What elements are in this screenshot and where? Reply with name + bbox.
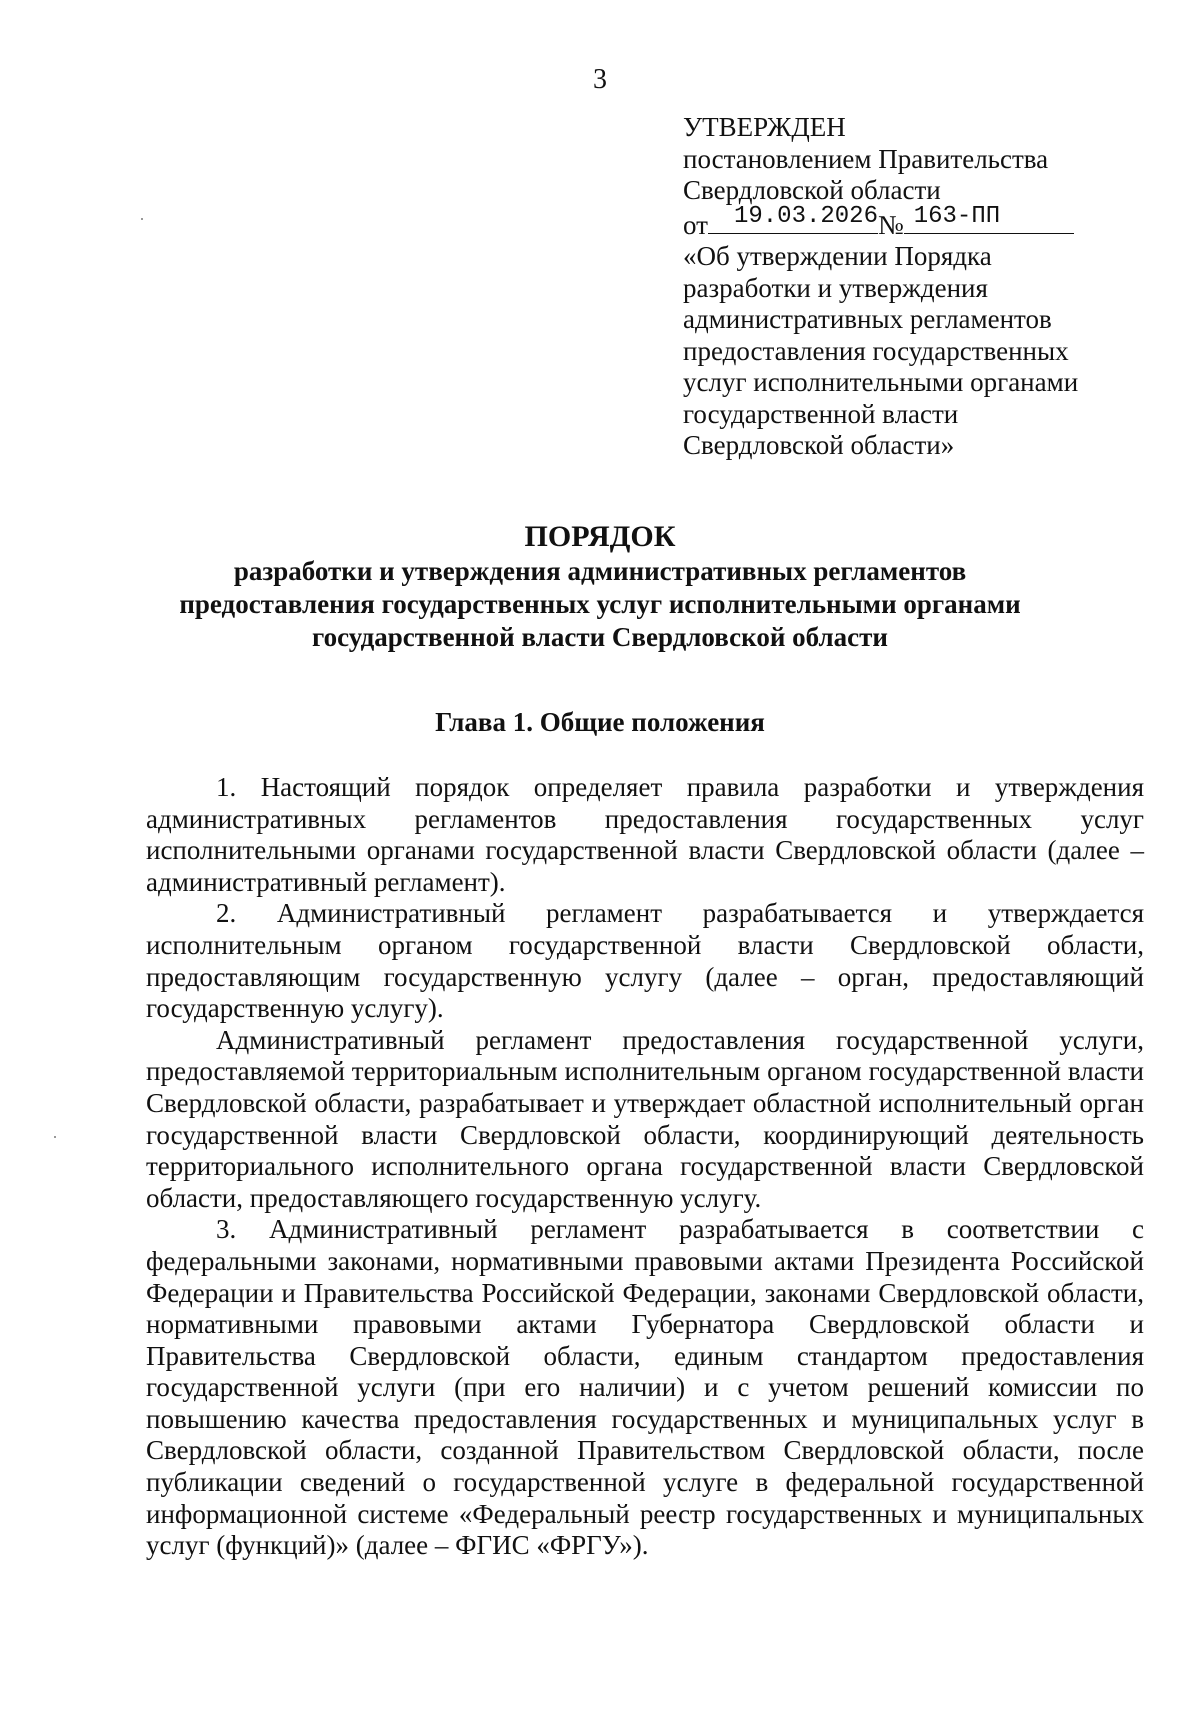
chapter-heading: Глава 1. Общие положения — [435, 707, 765, 737]
approval-subject-line: разработки и утверждения — [683, 272, 988, 303]
document-title-line: разработки и утверждения административных регламентов — [233, 556, 967, 586]
document-body — [146, 772, 1144, 1562]
scan-speck — [141, 218, 143, 220]
approval-subject-line: Свердловской области» — [683, 430, 955, 460]
document-title-line: предоставления государственных услуг исполнительными органами — [179, 589, 1021, 619]
approval-line-1: постановлением Правительства — [683, 143, 1049, 174]
approval-stamp — [683, 112, 1143, 462]
approval-date-line — [683, 203, 1143, 242]
date-value: 19.03.2026 — [733, 203, 878, 230]
approval-subject-line: административных регламентов — [683, 304, 1052, 334]
number-prefix: № — [877, 209, 904, 240]
approval-subject-line: предоставления государственных — [683, 335, 1069, 366]
paragraph-2-continued: Административный регламент предоставления государственной услуги, предоставляемой территориальным исполнительным органом государственной власти Свердловской области, разрабатывает и утверждает областной исполнительный орган государственной власти Свердловской области, координирующий деятельность территориального исполнительного органа государственной власти Свердловской области, предоставляющего государственную услугу. — [146, 1024, 1144, 1213]
approval-subject-line: «Об утверждении Порядка — [683, 241, 992, 271]
number-value: 163-ПП — [913, 203, 1001, 230]
document-title — [0, 520, 1200, 654]
scan-speck — [54, 1136, 56, 1138]
paragraph-3: 3. Административный регламент разрабатывается в соответствии с федеральными законами, нормативными правовыми актами Президента Российской Федерации и Правительства Российской Федерации, законами Свердловской области, нормативными правовыми актами Губернатора Свердловской области и Правительства Свердловской области, единым стандартом предоставления государственной услуги (при его наличии) и с учетом решений комиссии по повышению качества предоставления государственных и муниципальных услуг в Свердловской области, созданной Правительством Свердловской области, после публикации сведений о государственной услуге в федеральной государственной информационной системе «Федеральный реестр государственных и муниципальных услуг (функций)» (далее – ФГИС «ФРГУ»). — [146, 1214, 1144, 1561]
paragraph-2: 2. Административный регламент разрабатывается и утверждается исполнительным органом государственной власти Свердловской области, предоставляющим государственную услугу (далее – орган, предоставляющий государственную услугу). — [146, 898, 1144, 1024]
approval-line-2: Свердловской области — [683, 175, 941, 205]
page-number: 3 — [593, 64, 607, 95]
approval-subject-line: государственной власти — [683, 398, 959, 429]
document-title-main: ПОРЯДОК — [524, 520, 676, 553]
document-title-line: государственной власти Свердловской области — [312, 622, 888, 652]
approval-title: УТВЕРЖДЕН — [683, 112, 846, 142]
number-field — [904, 203, 1074, 234]
date-prefix: от — [683, 209, 708, 240]
paragraph-1: 1. Настоящий порядок определяет правила разработки и утверждения административных регламентов предоставления государственных услуг исполнительными органами государственной власти Свердловской области (далее – административный регламент). — [146, 772, 1144, 897]
approval-subject-line: услуг исполнительными органами — [683, 367, 1079, 397]
date-field — [708, 203, 878, 234]
